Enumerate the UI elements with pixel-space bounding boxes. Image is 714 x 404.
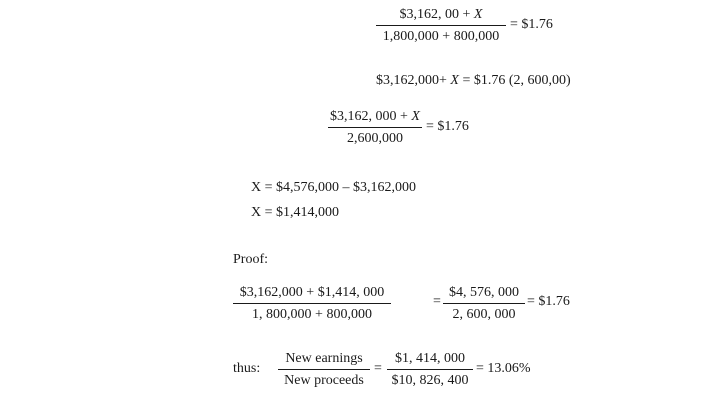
- thus-numerator-b: $1, 414, 000: [395, 351, 465, 366]
- eq1-numerator: $3,162, 00 + X: [399, 7, 483, 22]
- fraction-bar: [443, 303, 525, 304]
- thus-fraction-b: [387, 352, 473, 392]
- thus-result: = 13.06%: [476, 361, 531, 376]
- eq2-line: $3,162,000+ X = $1.76 (2, 600,00): [376, 73, 571, 88]
- fraction-bar: [328, 127, 422, 128]
- proof-equals-sign: =: [433, 294, 441, 309]
- thus-numerator-a: New earnings: [285, 351, 363, 366]
- proof-denominator-a: 1, 800,000 + 800,000: [252, 307, 372, 322]
- fraction-bar: [278, 369, 370, 370]
- fraction-bar: [387, 369, 473, 370]
- proof-result: = $1.76: [527, 294, 570, 309]
- proof-denominator-b: 2, 600, 000: [452, 307, 516, 322]
- proof-fraction-b: [443, 286, 525, 326]
- thus-denominator-b: $10, 826, 400: [391, 373, 469, 388]
- fraction-bar: [376, 25, 506, 26]
- thus-fraction-a: [278, 352, 370, 392]
- eq3-fraction: [328, 110, 422, 150]
- thus-label: thus:: [233, 361, 261, 376]
- proof-label: Proof:: [233, 252, 268, 267]
- eq3-result: = $1.76: [426, 119, 469, 134]
- eq3-numerator: $3,162, 000 + X: [330, 109, 420, 124]
- proof-numerator-b: $4, 576, 000: [449, 285, 519, 300]
- eq1-fraction: [376, 8, 506, 48]
- eq1-result: = $1.76: [510, 17, 553, 32]
- eq3-denominator: 2,600,000: [347, 131, 403, 146]
- thus-equals-sign: =: [374, 361, 382, 376]
- proof-fraction-a: [233, 286, 391, 326]
- solve-line-2: X = $1,414,000: [251, 205, 340, 220]
- fraction-bar: [233, 303, 391, 304]
- proof-numerator-a: $3,162,000 + $1,414, 000: [239, 285, 385, 300]
- thus-denominator-a: New proceeds: [284, 373, 364, 388]
- eq1-denominator: 1,800,000 + 800,000: [382, 29, 500, 44]
- solve-line-1: X = $4,576,000 – $3,162,000: [251, 180, 417, 195]
